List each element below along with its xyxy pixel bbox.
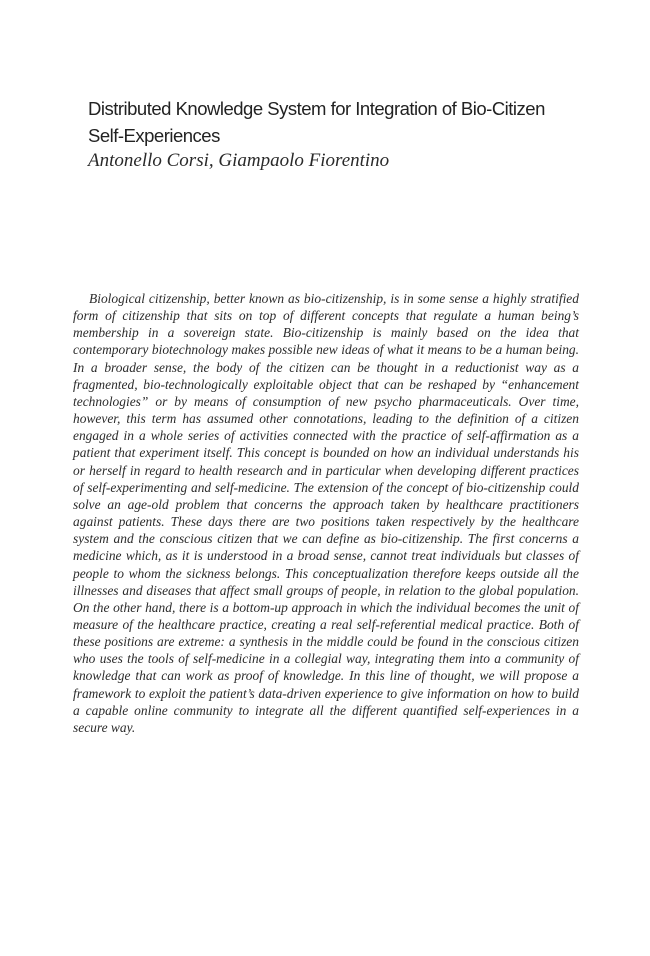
- paper-title: Distributed Knowledge System for Integration of Bio-Citizen Self-Experiences: [88, 98, 545, 146]
- paper-abstract: Biological citizenship, better known as bio-citizenship, is in some sense a highly stratified form of citizenship that sits on top of different concepts that regulate a human being’s membership in a sovereign state. Bio-citizenship is mainly based on the idea that contemporary biotechnology makes possible new ideas of what it means to be a human being. In a broader sense, the body of the citizen can be thought in a reductionist way as a fragmented, bio-technologically exploitable object that can be reshaped by “enhancement technologies” or by means of consumption of new psycho pharmaceuticals. Over time, however, this term has assumed other connotations, leading to the definition of a citizen engaged in a whole series of activities connected with the practice of self-affirmation as a patient that experiment itself. This concept is bounded on how an individual understands his or herself in regard to health research and in particular when developing different practices of self-experimenting and self-medicine. The extension of the concept of bio-citizenship could solve an age-old problem that concerns the approach taken by healthcare practitioners against patients. These days there are two positions taken respectively by the healthcare system and the conscious citizen that we can define as bio-citizenship. The first concerns a medicine which, as it is understood in a broad sense, cannot treat individuals but classes of people to whom the sickness belongs. This conceptualization therefore keeps outside all the illnesses and diseases that affect small groups of people, in relation to the global population. On the other hand, there is a bottom-up approach in which the individual becomes the unit of measure of the healthcare practice, creating a real self-referential medical practice. Both of these positions are extreme: a synthesis in the middle could be found in the conscious citizen who uses the tools of self-medicine in a collegial way, integrating them into a community of knowledge that can work as proof of knowledge. In this line of thought, we will propose a framework to exploit the patient’s data-driven experience to give information on how to build a capable online community to integrate all the different quantified self-experiences in a secure way.: [73, 291, 579, 735]
- paper-authors: Antonello Corsi, Giampaolo Fiorentino: [88, 150, 390, 171]
